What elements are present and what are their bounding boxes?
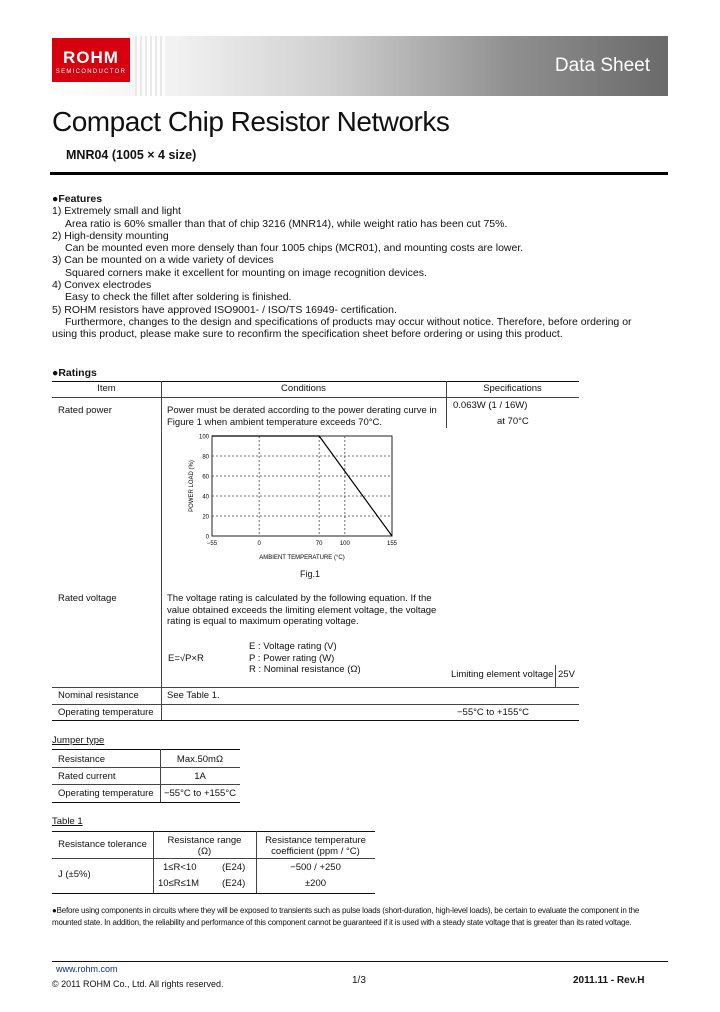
range-series: (E24) (222, 878, 246, 889)
features-heading: ●Features (52, 193, 103, 205)
x-tick-label: 0 (257, 541, 261, 547)
ratings-heading: ●Ratings (52, 367, 97, 379)
rated-power-spec: 0.063W (1 / 16W) (453, 400, 528, 411)
x-tick-label: 100 (339, 541, 350, 547)
logo-brand: ROHM (63, 48, 119, 67)
operating-temperature-value: −55°C to +155°C (457, 707, 530, 718)
derating-chart (180, 428, 410, 568)
footer-rule (52, 961, 668, 962)
feature-line: 5) ROHM resistors have approved ISO9001- / ISO/TS 16949- certification. (52, 303, 397, 316)
table-rule (446, 414, 447, 428)
jumper-value: −55°C to +155°C (163, 788, 237, 799)
col-tcr (256, 835, 375, 857)
rated-power-spec-temp: at 70°C (497, 416, 529, 427)
feature-line: Can be mounted even more densely than four 1005 chips (MCR01), and mounting costs are lower. (65, 242, 524, 255)
col-range-line: Resistance range (167, 835, 242, 846)
col-conditions: Conditions (281, 383, 326, 394)
voltage-equation: E=√P×R (168, 653, 204, 664)
y-tick-label: 60 (202, 474, 209, 481)
table-rule (555, 665, 556, 687)
x-tick-label: −55 (206, 541, 218, 547)
y-tick-label: 0 (205, 534, 209, 541)
jumper-label: Operating temperature (58, 788, 154, 799)
table-rule (52, 704, 579, 705)
figure-caption: Fig.1 (300, 569, 321, 579)
table-rule (446, 397, 447, 414)
rated-power-condition: Power must be derated according to the power derating curve in Figure 1 when ambient temperature exceeds 70°C. (167, 405, 437, 428)
plot-frame (212, 436, 392, 536)
rated-voltage-item: Rated voltage (58, 593, 117, 604)
definition-line: R : Nominal resistance (Ω) (249, 664, 361, 675)
features-section (52, 193, 672, 341)
operating-temperature-item: Operating temperature (58, 707, 154, 718)
limiting-voltage-label: Limiting element voltage (451, 669, 554, 680)
col-range (153, 835, 256, 857)
feature-line: Area ratio is 60% smaller than that of chip 3216 (MNR14), while weight ratio has been cut 75%. (65, 217, 508, 230)
derating-curve (212, 436, 392, 536)
equation-definitions (249, 641, 361, 676)
table-rule (52, 893, 375, 894)
table-rule (52, 687, 579, 688)
table-rule (52, 767, 240, 768)
range-series: (E24) (222, 862, 246, 873)
usage-note: ●Before using components in circuits where they will be exposed to transients such as pulse loads (short-duration, high-level loads), be certain to evaluate the component in the mounted state. In addition, the reliability and performance of this component cannot be guaranteed if it is used with a steady state voltage that is greater than its rated voltage. (52, 906, 640, 927)
page-number: 1/3 (352, 975, 366, 986)
table-rule (161, 381, 162, 720)
feature-line: Squared corners make it excellent for mounting on image recognition devices. (65, 266, 427, 279)
rated-voltage-condition: The voltage rating is calculated by the following equation. If the value obtained exceeds the limiting element voltage, the voltage rating is equal to maximum operating voltage. (167, 593, 437, 627)
y-axis-label: POWER LOAD (%) (189, 460, 195, 512)
x-axis-label: AMBIENT TEMPERATURE (°C) (259, 555, 345, 561)
footer-copyright: © 2011 ROHM Co., Ltd. All rights reserved. (52, 979, 224, 989)
y-tick-label: 100 (198, 434, 209, 441)
jumper-value: Max.50mΩ (176, 754, 224, 765)
page-title: Compact Chip Resistor Networks (52, 106, 450, 137)
y-tick-label: 80 (202, 454, 209, 461)
col-tolerance: Resistance tolerance (58, 839, 147, 850)
definition-line: P : Power rating (W) (249, 652, 335, 664)
col-item: Item (97, 383, 116, 394)
feature-line: 4) Convex electrodes (52, 279, 152, 292)
nominal-resistance-item: Nominal resistance (58, 690, 139, 701)
table-rule (52, 831, 375, 832)
feature-line: 3) Can be mounted on a wide variety of devices (52, 254, 274, 267)
table-rule (52, 381, 579, 382)
range-value: 10≤R≤1M (158, 878, 200, 889)
limiting-voltage-value: 25V (558, 669, 575, 680)
x-tick-label: 70 (315, 541, 323, 547)
jumper-label: Rated current (58, 771, 116, 782)
rohm-logo[interactable] (52, 38, 130, 82)
range-value: 1≤R<10 (163, 862, 197, 873)
table-rule (52, 784, 240, 785)
logo-subtitle: SEMICONDUCTOR (55, 69, 127, 75)
date-revision: 2011.11 - Rev.H (573, 975, 645, 986)
title-rule (50, 172, 668, 175)
nominal-resistance-condition: See Table 1. (167, 690, 220, 701)
table-rule (52, 720, 579, 721)
jumper-title: Jumper type (52, 735, 105, 746)
feature-line: 2) High-density mounting (52, 229, 169, 242)
y-tick-label: 20 (202, 514, 209, 521)
y-tick-label: 40 (202, 494, 209, 501)
feature-line: Furthermore, changes to the design and specifications of products may occur without notice. Therefore, before ordering or (65, 315, 632, 328)
feature-line: 1) Extremely small and light (52, 205, 181, 218)
footer-url-link[interactable]: www.rohm.com (56, 964, 118, 974)
jumper-value: 1A (194, 771, 206, 782)
col-specifications: Specifications (483, 383, 542, 394)
x-tick-label: 155 (386, 541, 398, 547)
definition-line: E : Voltage rating (V) (249, 641, 337, 652)
page-subtitle: MNR04 (1005 × 4 size) (66, 148, 197, 162)
feature-line: Easy to check the fillet after soldering is finished. (65, 291, 292, 304)
tcr-value: −500 / +250 (290, 862, 341, 873)
col-tcr-line: Resistance temperature (265, 835, 366, 846)
rated-power-item: Rated power (58, 405, 112, 416)
tcr-value: ±200 (304, 878, 327, 889)
jumper-label: Resistance (58, 754, 105, 765)
table-rule (52, 802, 240, 803)
col-tcr-line: coefficient (ppm / °C) (271, 846, 360, 857)
table1-title: Table 1 (52, 816, 83, 827)
col-range-line: (Ω) (197, 846, 212, 857)
table-rule (52, 858, 375, 859)
datasheet-label: Data Sheet (554, 55, 650, 76)
table-rule (52, 397, 579, 398)
tolerance-value: J (±5%) (58, 869, 91, 880)
table-rule (52, 749, 240, 750)
feature-line: using this product, please make sure to reconfirm the specification sheet before ordering or using this product. (52, 328, 563, 341)
